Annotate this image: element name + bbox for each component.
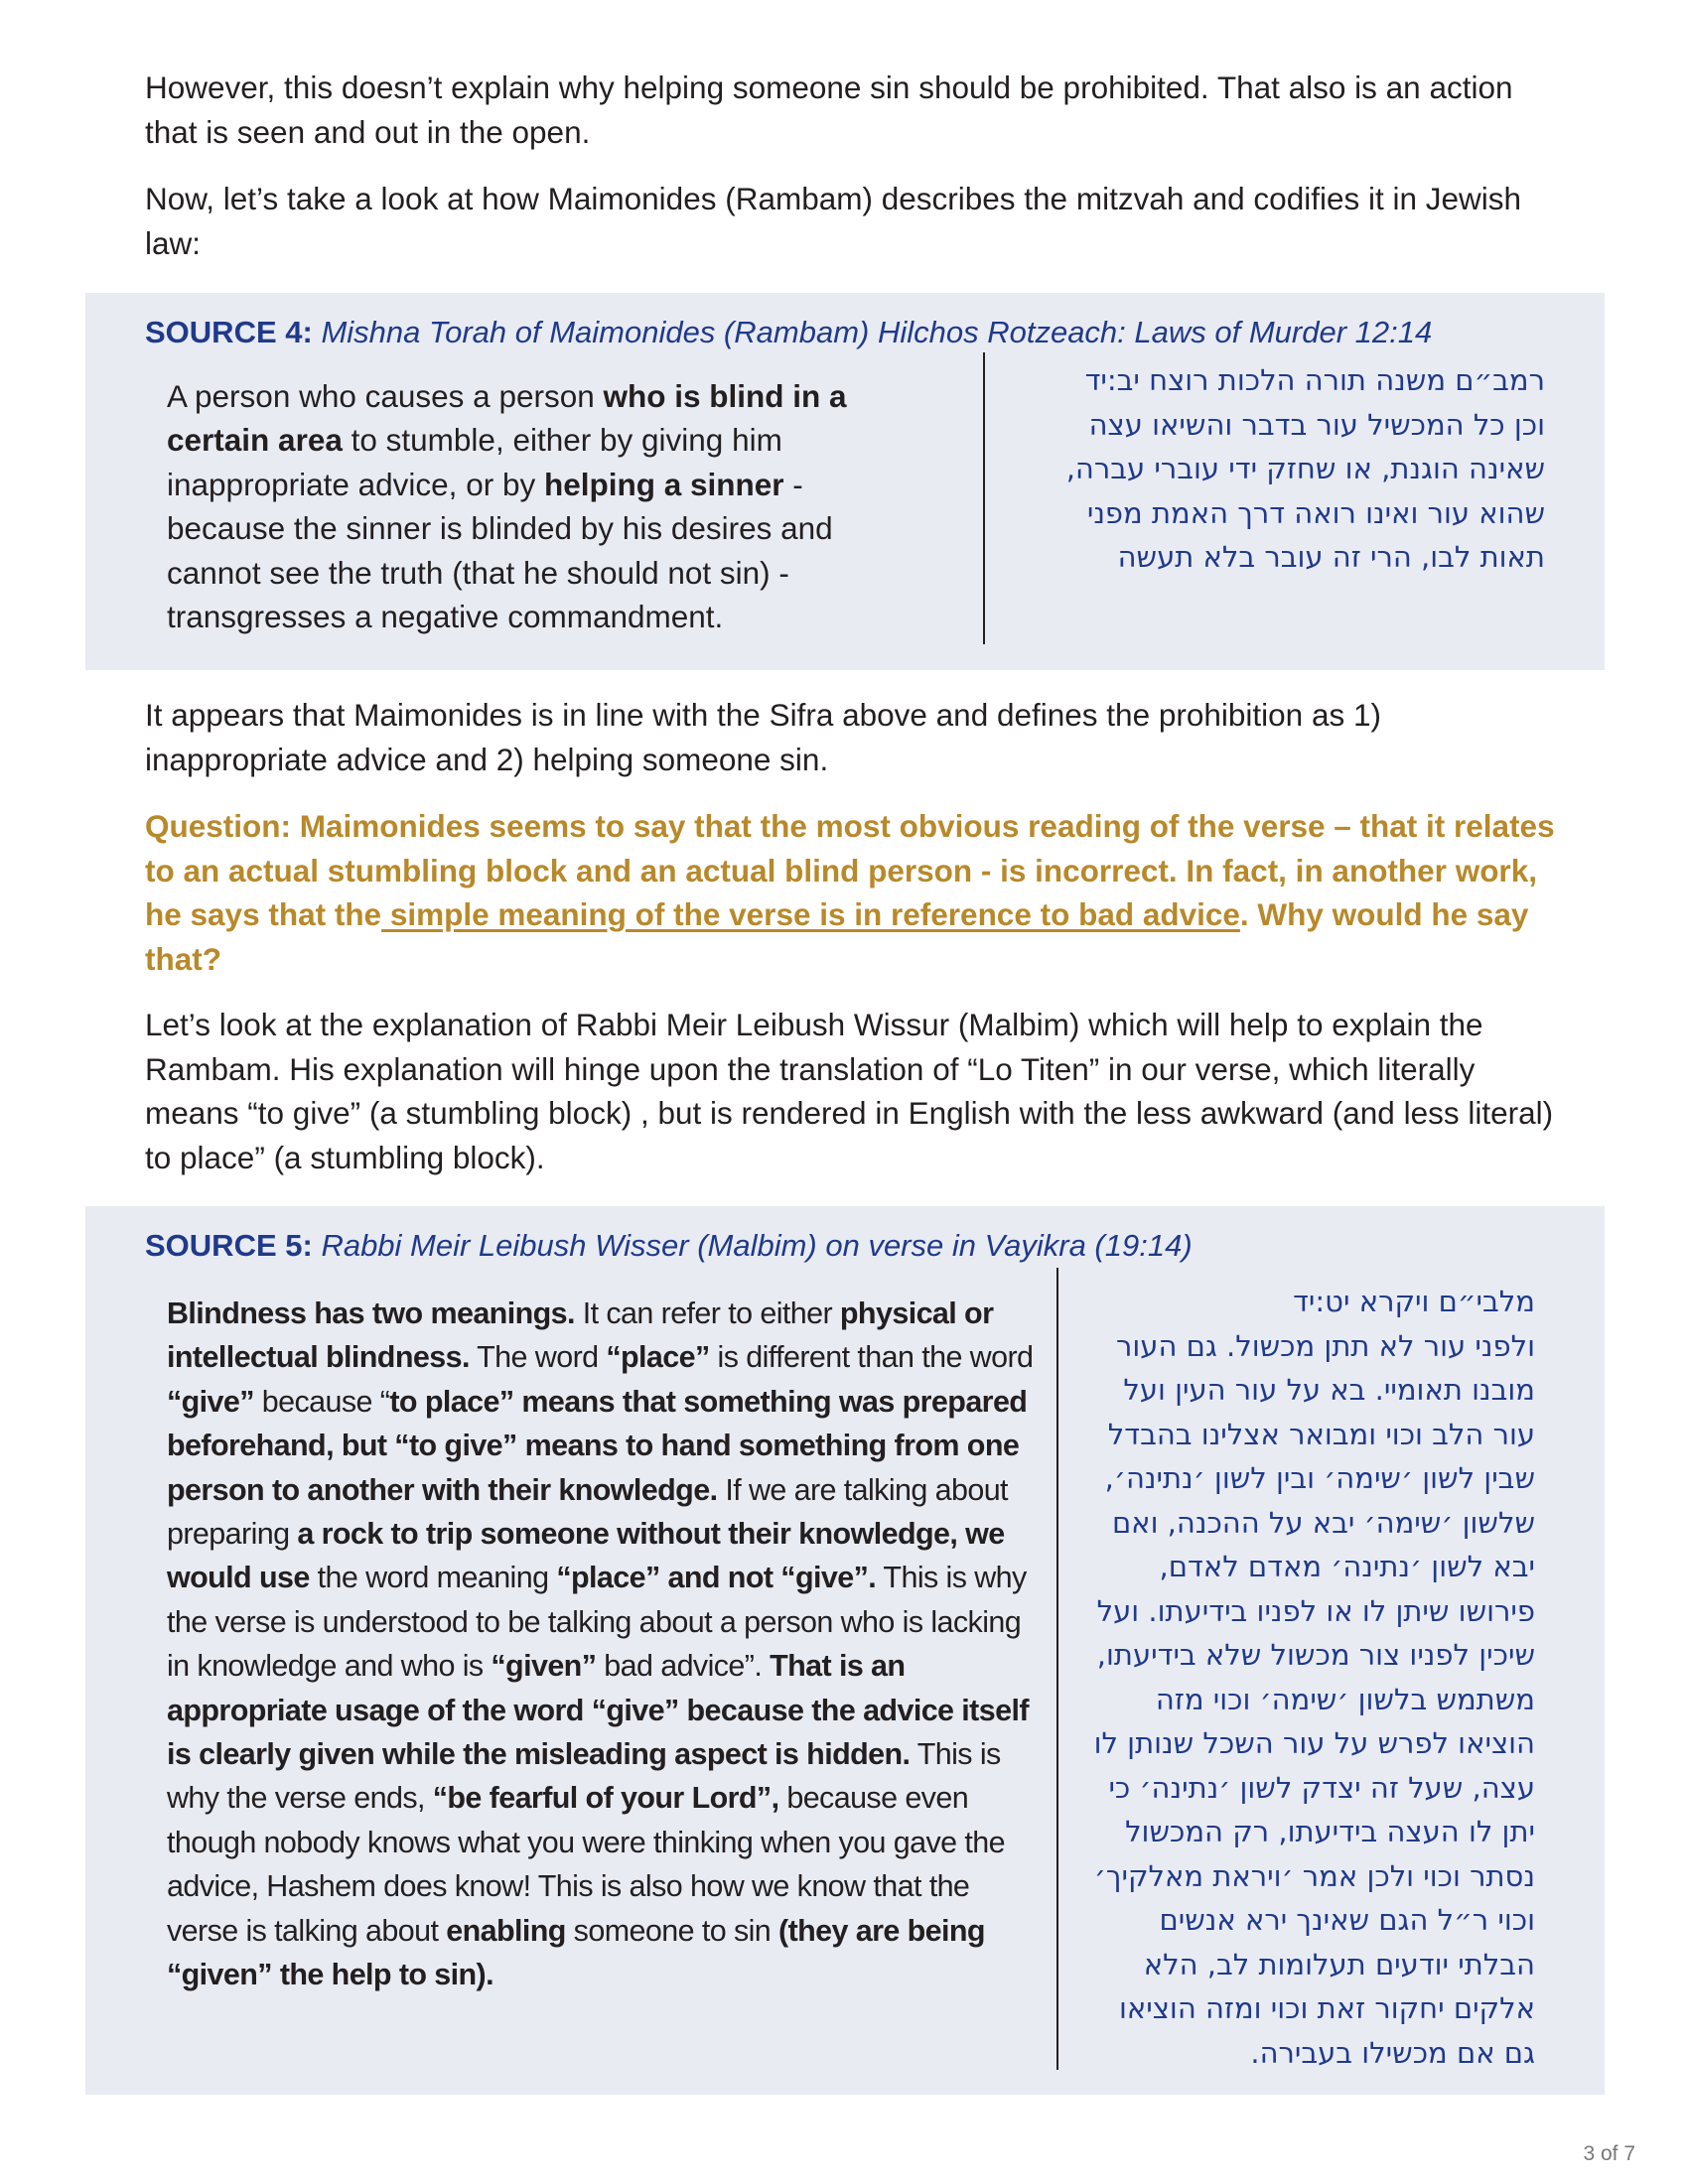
question-paragraph: Question: Maimonides seems to say that the most obvious reading of the verse – that it relates to an actual stumbling block and an actual blind person - is incorrect. In fact, in another work, he says that the simple meaning of the verse is in reference to bad advice. Why would he say that? [145,808,1555,977]
source-5-hebrew-text: מלבי״ם ויקרא יט:יד ולפני עור לא תתן מכשול. גם העור מובנו תאומיי. בא על עור העין ועל עור הלב וכוי ומבואר אצלינו בהבדל שבין לשון ׳שימה׳ ובין לשון ׳נתינה׳, שלשון ׳שימה׳ יבא על ההכנה, ואם יבא לשון ׳נתינה׳ מאדם לאדם, פירושו שיתן לו או לפניו בידיעתו. ועל שיכין לפניו צור מכשול שלא בידיעתו, משתמש בלשון ׳שימה׳ וכוי מזה הוציאו לפרש על עור השכל שנותן לו עצה, שעל זה יצדק לשון ׳נתינה׳ כי יתן לו העצה בידיעתו, רק המכשול נסתר וכוי ולכן אמר ׳ויראת מאלקיך׳ וכוי ר״ל הגם שאינך ירא אנשים הבלתי יודעים תעלומות לב, הלא אלקים יחקור זאת וכוי ומזה הוציאו גם אם מכשילו בעבירה. [1093,1285,1535,2070]
intro-paragraph-1: However, this doesn’t explain why helping someone sin should be prohibited. That also is an action that is seen and out in the open. [145,69,1513,150]
source-5-english-text: Blindness has two meanings. It can refer to either physical or intellectual blindness. The word “place” is different than the word “give” because “to place” means that something was prepared beforehand, but “to give” means to hand something from one person to another with their knowledge. If we are talking about preparing a rock to trip someone without their knowledge, we would use the word meaning “place” and not “give”. This is why the verse is understood to be talking about a person who is lacking in knowledge and who is “given” bad advice”. That is an appropriate usage of the word “give” because the advice itself is clearly given while the misleading aspect is hidden. This is why the verse ends, “be fearful of your Lord”, because even though nobody knows what you were thinking when you gave the advice, Hashem does know! This is also how we know that the verse is talking about enabling someone to sin (they are being “given” the help to sin). [167,1297,1034,1992]
intro-paragraph-2: Now, let’s take a look at how Maimonides (Rambam) describes the mitzvah and codifies it in Jewish law: [145,181,1522,261]
source-4-box [85,293,1605,670]
source-4-heading [145,315,1432,350]
source-5-divider [1056,1268,1058,2070]
malbim-intro-paragraph: Let’s look at the explanation of Rabbi Meir Leibush Wissur (Malbim) which will help to explain the Rambam. His explanation will hinge upon the translation of “Lo Titen” in our verse, which literally means “to give” (a stumbling block) , but is rendered in English with the less awkward (and less literal) to place” (a stumbling block). [145,1007,1554,1175]
source-4-english-text: A person who causes a person who is blind in a certain area to stumble, either by giving him inappropriate advice, or by helping a sinner - because the sinner is blinded by his desires and cannot see the truth (that he should not sin) - transgresses a negative commandment. [167,378,847,635]
source-5-heading [145,1228,1193,1264]
source-4-citation: Mishna Torah of Maimonides (Rambam) Hilchos Rotzeach: Laws of Murder 12:14 [321,315,1433,349]
source-5-box [85,1206,1605,2095]
source-4-label: SOURCE 4: [145,315,313,349]
source-4-divider [983,352,985,644]
source-5-citation: Rabbi Meir Leibush Wisser (Malbim) on verse in Vayikra (19:14) [321,1228,1193,1263]
source-4-hebrew-text: רמב״ם משנה תורה הלכות רוצח יב:יד וכן כל המכשיל עור בדבר והשיאו עצה שאינה הוגנת, או שחזק ידי עוברי עברה, שהוא עור ואינו רואה דרך האמת מפני תאות לבו, הרי זה עובר בלא תעשה [1065,363,1545,574]
question-underlined-phrase: simple meaning of the verse is in reference to bad advice [381,896,1240,932]
page-number: 3 of 7 [1583,2142,1635,2165]
source-5-label: SOURCE 5: [145,1228,313,1263]
rambam-sifra-paragraph: It appears that Maimonides is in line with the Sifra above and defines the prohibition as 1) inappropriate advice and 2) helping someone sin. [145,697,1381,777]
